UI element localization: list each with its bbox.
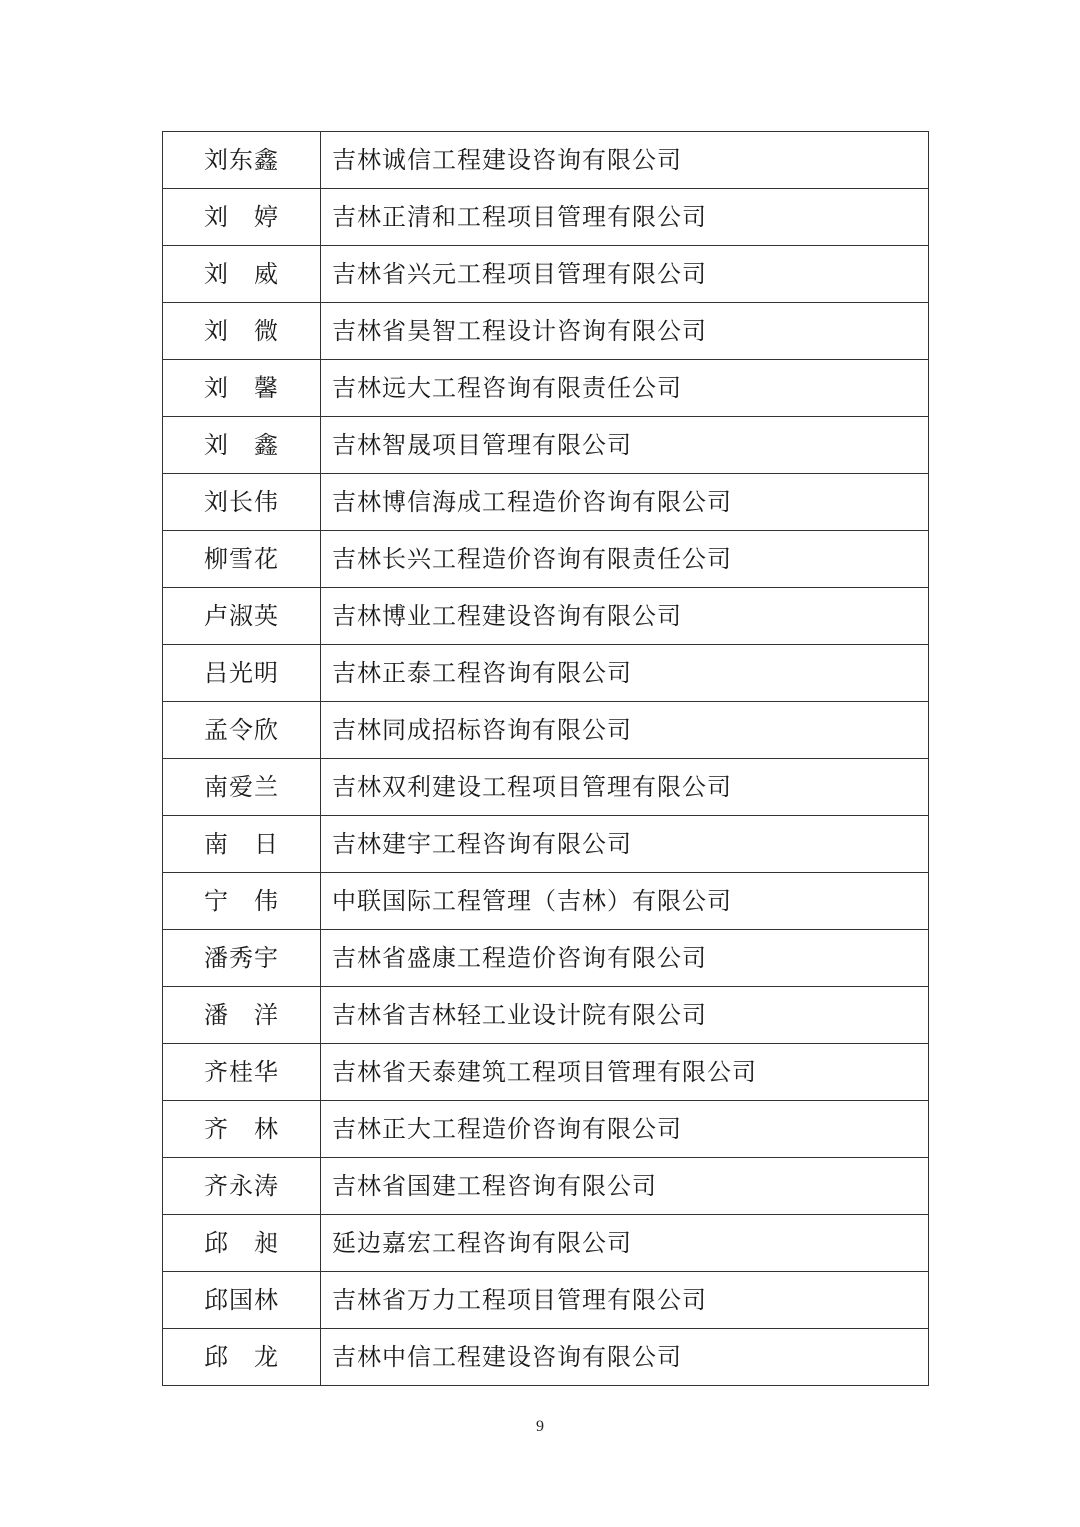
person-name-cell: 刘 婷 [163, 189, 321, 246]
person-name-cell: 齐 林 [163, 1101, 321, 1158]
company-name-cell: 吉林省国建工程咨询有限公司 [321, 1158, 929, 1215]
person-name-cell: 潘秀宇 [163, 930, 321, 987]
person-name-cell: 孟令欣 [163, 702, 321, 759]
company-name-cell: 吉林双利建设工程项目管理有限公司 [321, 759, 929, 816]
company-name-cell: 吉林建宇工程咨询有限公司 [321, 816, 929, 873]
person-name-cell: 刘东鑫 [163, 132, 321, 189]
company-name-cell: 吉林省兴元工程项目管理有限公司 [321, 246, 929, 303]
person-name-cell: 刘 馨 [163, 360, 321, 417]
roster-table [162, 131, 929, 1386]
table-row [163, 531, 929, 588]
table-row [163, 246, 929, 303]
person-name-cell: 南 日 [163, 816, 321, 873]
table-row [163, 417, 929, 474]
table-row [163, 816, 929, 873]
table-row [163, 1329, 929, 1386]
table-row [163, 1272, 929, 1329]
table-row [163, 987, 929, 1044]
company-name-cell: 吉林正泰工程咨询有限公司 [321, 645, 929, 702]
company-name-cell: 吉林诚信工程建设咨询有限公司 [321, 132, 929, 189]
table-row [163, 1101, 929, 1158]
person-name-cell: 卢淑英 [163, 588, 321, 645]
table-row [163, 303, 929, 360]
person-name-cell: 邱 昶 [163, 1215, 321, 1272]
person-name-cell: 刘 鑫 [163, 417, 321, 474]
person-name-cell: 刘长伟 [163, 474, 321, 531]
company-name-cell: 吉林正大工程造价咨询有限公司 [321, 1101, 929, 1158]
table-row [163, 189, 929, 246]
person-name-cell: 邱国林 [163, 1272, 321, 1329]
person-name-cell: 吕光明 [163, 645, 321, 702]
company-name-cell: 吉林智晟项目管理有限公司 [321, 417, 929, 474]
person-name-cell: 南爱兰 [163, 759, 321, 816]
company-name-cell: 吉林同成招标咨询有限公司 [321, 702, 929, 759]
company-name-cell: 吉林长兴工程造价咨询有限责任公司 [321, 531, 929, 588]
person-name-cell: 潘 洋 [163, 987, 321, 1044]
table-row [163, 702, 929, 759]
company-name-cell: 吉林远大工程咨询有限责任公司 [321, 360, 929, 417]
company-name-cell: 吉林省盛康工程造价咨询有限公司 [321, 930, 929, 987]
person-name-cell: 刘 威 [163, 246, 321, 303]
company-name-cell: 吉林博信海成工程造价咨询有限公司 [321, 474, 929, 531]
table-row [163, 645, 929, 702]
page-number: 9 [536, 1418, 544, 1435]
table-row [163, 588, 929, 645]
company-name-cell: 延边嘉宏工程咨询有限公司 [321, 1215, 929, 1272]
company-name-cell: 吉林博业工程建设咨询有限公司 [321, 588, 929, 645]
person-name-cell: 齐桂华 [163, 1044, 321, 1101]
roster-body [163, 132, 929, 1386]
table-row [163, 132, 929, 189]
company-name-cell: 吉林省吉林轻工业设计院有限公司 [321, 987, 929, 1044]
table-row [163, 759, 929, 816]
table-row [163, 360, 929, 417]
company-name-cell: 吉林省万力工程项目管理有限公司 [321, 1272, 929, 1329]
person-name-cell: 邱 龙 [163, 1329, 321, 1386]
company-name-cell: 吉林省昊智工程设计咨询有限公司 [321, 303, 929, 360]
company-name-cell: 吉林正清和工程项目管理有限公司 [321, 189, 929, 246]
person-name-cell: 柳雪花 [163, 531, 321, 588]
company-name-cell: 吉林省天泰建筑工程项目管理有限公司 [321, 1044, 929, 1101]
table-row [163, 474, 929, 531]
company-name-cell: 中联国际工程管理（吉林）有限公司 [321, 873, 929, 930]
table-row [163, 930, 929, 987]
person-name-cell: 刘 微 [163, 303, 321, 360]
table-row [163, 873, 929, 930]
table-row [163, 1158, 929, 1215]
company-name-cell: 吉林中信工程建设咨询有限公司 [321, 1329, 929, 1386]
table-row [163, 1215, 929, 1272]
table-row [163, 1044, 929, 1101]
person-name-cell: 齐永涛 [163, 1158, 321, 1215]
person-name-cell: 宁 伟 [163, 873, 321, 930]
